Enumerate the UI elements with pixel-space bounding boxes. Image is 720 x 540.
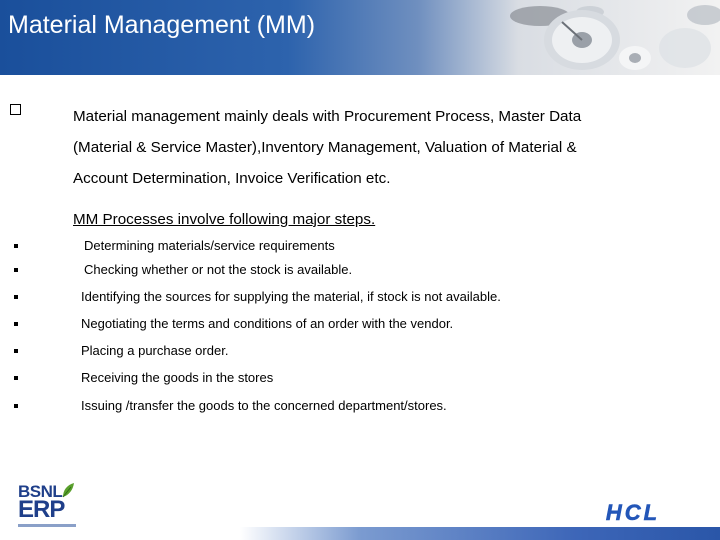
step-text: Identifying the sources for supplying the material, if stock is not available. [81, 289, 501, 304]
step-text: Determining materials/service requirements [84, 238, 335, 253]
bullet-icon [14, 349, 18, 353]
hcl-logo-text: HCL [605, 500, 661, 524]
erp-logo-text: ERP [18, 496, 65, 523]
steps-heading: MM Processes involve following major steps. [73, 211, 376, 228]
slide-title: Material Management (MM) [8, 11, 316, 39]
step-text: Negotiating the terms and conditions of an order with the vendor. [81, 316, 454, 331]
footer-bar [240, 527, 720, 540]
bullet-icon [14, 295, 18, 299]
intro-line: Material management mainly deals with Procurement Process, Master Data [73, 108, 582, 125]
title-bar [0, 0, 720, 75]
square-bullet-icon [10, 104, 21, 115]
bullet-icon [14, 404, 18, 408]
bsnl-erp-logo [18, 482, 78, 532]
bullet-icon [14, 322, 18, 326]
step-text: Checking whether or not the stock is available. [84, 262, 353, 277]
step-text: Placing a purchase order. [81, 343, 229, 358]
satellite-dish-image [470, 0, 720, 75]
intro-paragraph [73, 101, 643, 194]
intro-line: (Material & Service Master),Inventory Management, Valuation of Material & [73, 139, 577, 156]
hcl-logo [578, 500, 688, 524]
bullet-icon [14, 268, 18, 272]
logo-tagline-bar [18, 524, 76, 527]
bullet-icon [14, 244, 18, 248]
bullet-icon [14, 376, 18, 380]
step-text: Issuing /transfer the goods to the concerned department/stores. [81, 398, 447, 413]
intro-line: Account Determination, Invoice Verification etc. [73, 170, 391, 187]
bsnl-logo-text: BSNL [18, 482, 63, 501]
step-text: Receiving the goods in the stores [81, 370, 274, 385]
